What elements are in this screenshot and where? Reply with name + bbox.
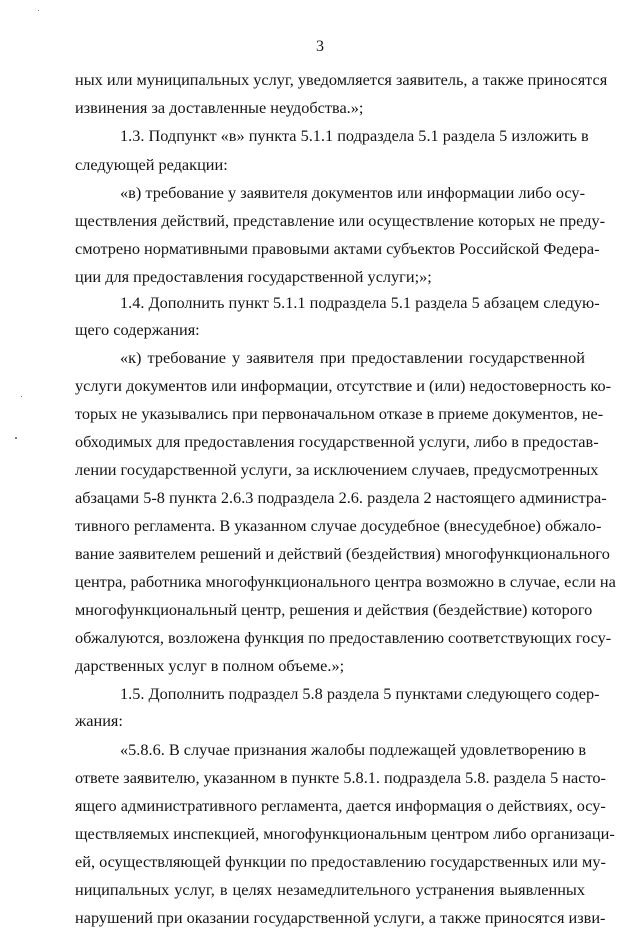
text-line: «к) требование у заявителя при предоставлении государственной bbox=[120, 348, 585, 367]
text-line: ей, осуществляющей функции по предоставлению государственных или му- bbox=[75, 852, 606, 871]
text-line: ществляемых инспекцией, многофункциональным центром либо организаци- bbox=[75, 824, 615, 843]
text-line: 1.5. Дополнить подраздел 5.8 раздела 5 пунктами следующего содер- bbox=[120, 684, 600, 703]
text-line: ных или муниципальных услуг, уведомляется заявитель, а также приносятся bbox=[75, 70, 608, 89]
text-line: смотрено нормативными правовыми актами субъектов Российской Федера- bbox=[75, 239, 600, 258]
text-line: щего содержания: bbox=[75, 320, 200, 339]
text-line: лении государственной услуги, за исключением случаев, предусмотренных bbox=[75, 460, 599, 479]
text-line: 1.4. Дополнить пункт 5.1.1 подраздела 5.1 раздела 5 абзацем следую- bbox=[120, 293, 600, 312]
text-line: нарушений при оказании государственной услуги, а также приносятся изви- bbox=[75, 908, 606, 927]
text-line: дарственных услуг в полном объеме.»; bbox=[75, 656, 345, 675]
text-line: «в) требование у заявителя документов или информации либо осу- bbox=[120, 183, 585, 202]
text-line: обходимых для предоставления государственной услуги, либо в предостав- bbox=[75, 432, 599, 451]
text-line: абзацами 5-8 пункта 2.6.3 подраздела 2.6. раздела 2 настоящего администра- bbox=[75, 488, 607, 507]
text-line: многофункциональный центр, решения и действия (бездействие) которого bbox=[75, 600, 593, 619]
text-line: ществления действий, представление или осуществление которых не преду- bbox=[75, 211, 606, 230]
scan-speck bbox=[15, 437, 17, 439]
text-line: центра, работника многофункционального центра возможно в случае, если на bbox=[75, 572, 616, 591]
text-line: извинения за доставленные неудобства.»; bbox=[75, 98, 364, 117]
text-line: обжалуются, возложена функция по предоставлению соответствующих госу- bbox=[75, 628, 612, 647]
scan-speck bbox=[38, 10, 39, 11]
text-line: ответе заявителю, указанном в пункте 5.8.1. подраздела 5.8. раздела 5 насто- bbox=[75, 768, 606, 787]
text-line: 1.3. Подпункт «в» пункта 5.1.1 подраздела 5.1 раздела 5 изложить в bbox=[120, 126, 589, 145]
text-line: следующей редакции: bbox=[75, 155, 228, 174]
page-number: 3 bbox=[316, 38, 324, 55]
text-line: ниципальных услуг, в целях незамедлительного устранения выявленных bbox=[75, 880, 585, 899]
text-line: «5.8.6. В случае признания жалобы подлежащей удовлетворению в bbox=[120, 740, 587, 759]
text-line: торых не указывались при первоначальном отказе в приеме документов, не- bbox=[75, 404, 604, 423]
scan-speck bbox=[21, 396, 22, 397]
text-line: ции для предоставления государственной услуги;»; bbox=[75, 267, 432, 286]
text-line: услуги документов или информации, отсутствие и (или) недостоверность ко- bbox=[75, 376, 612, 395]
text-line: тивного регламента. В указанном случае досудебное (внесудебное) обжало- bbox=[75, 516, 602, 535]
text-line: ящего административного регламента, дается информация о действиях, осу- bbox=[75, 796, 606, 815]
text-line: жания: bbox=[75, 711, 123, 730]
text-line: вание заявителем решений и действий (бездействия) многофункционального bbox=[75, 544, 610, 563]
